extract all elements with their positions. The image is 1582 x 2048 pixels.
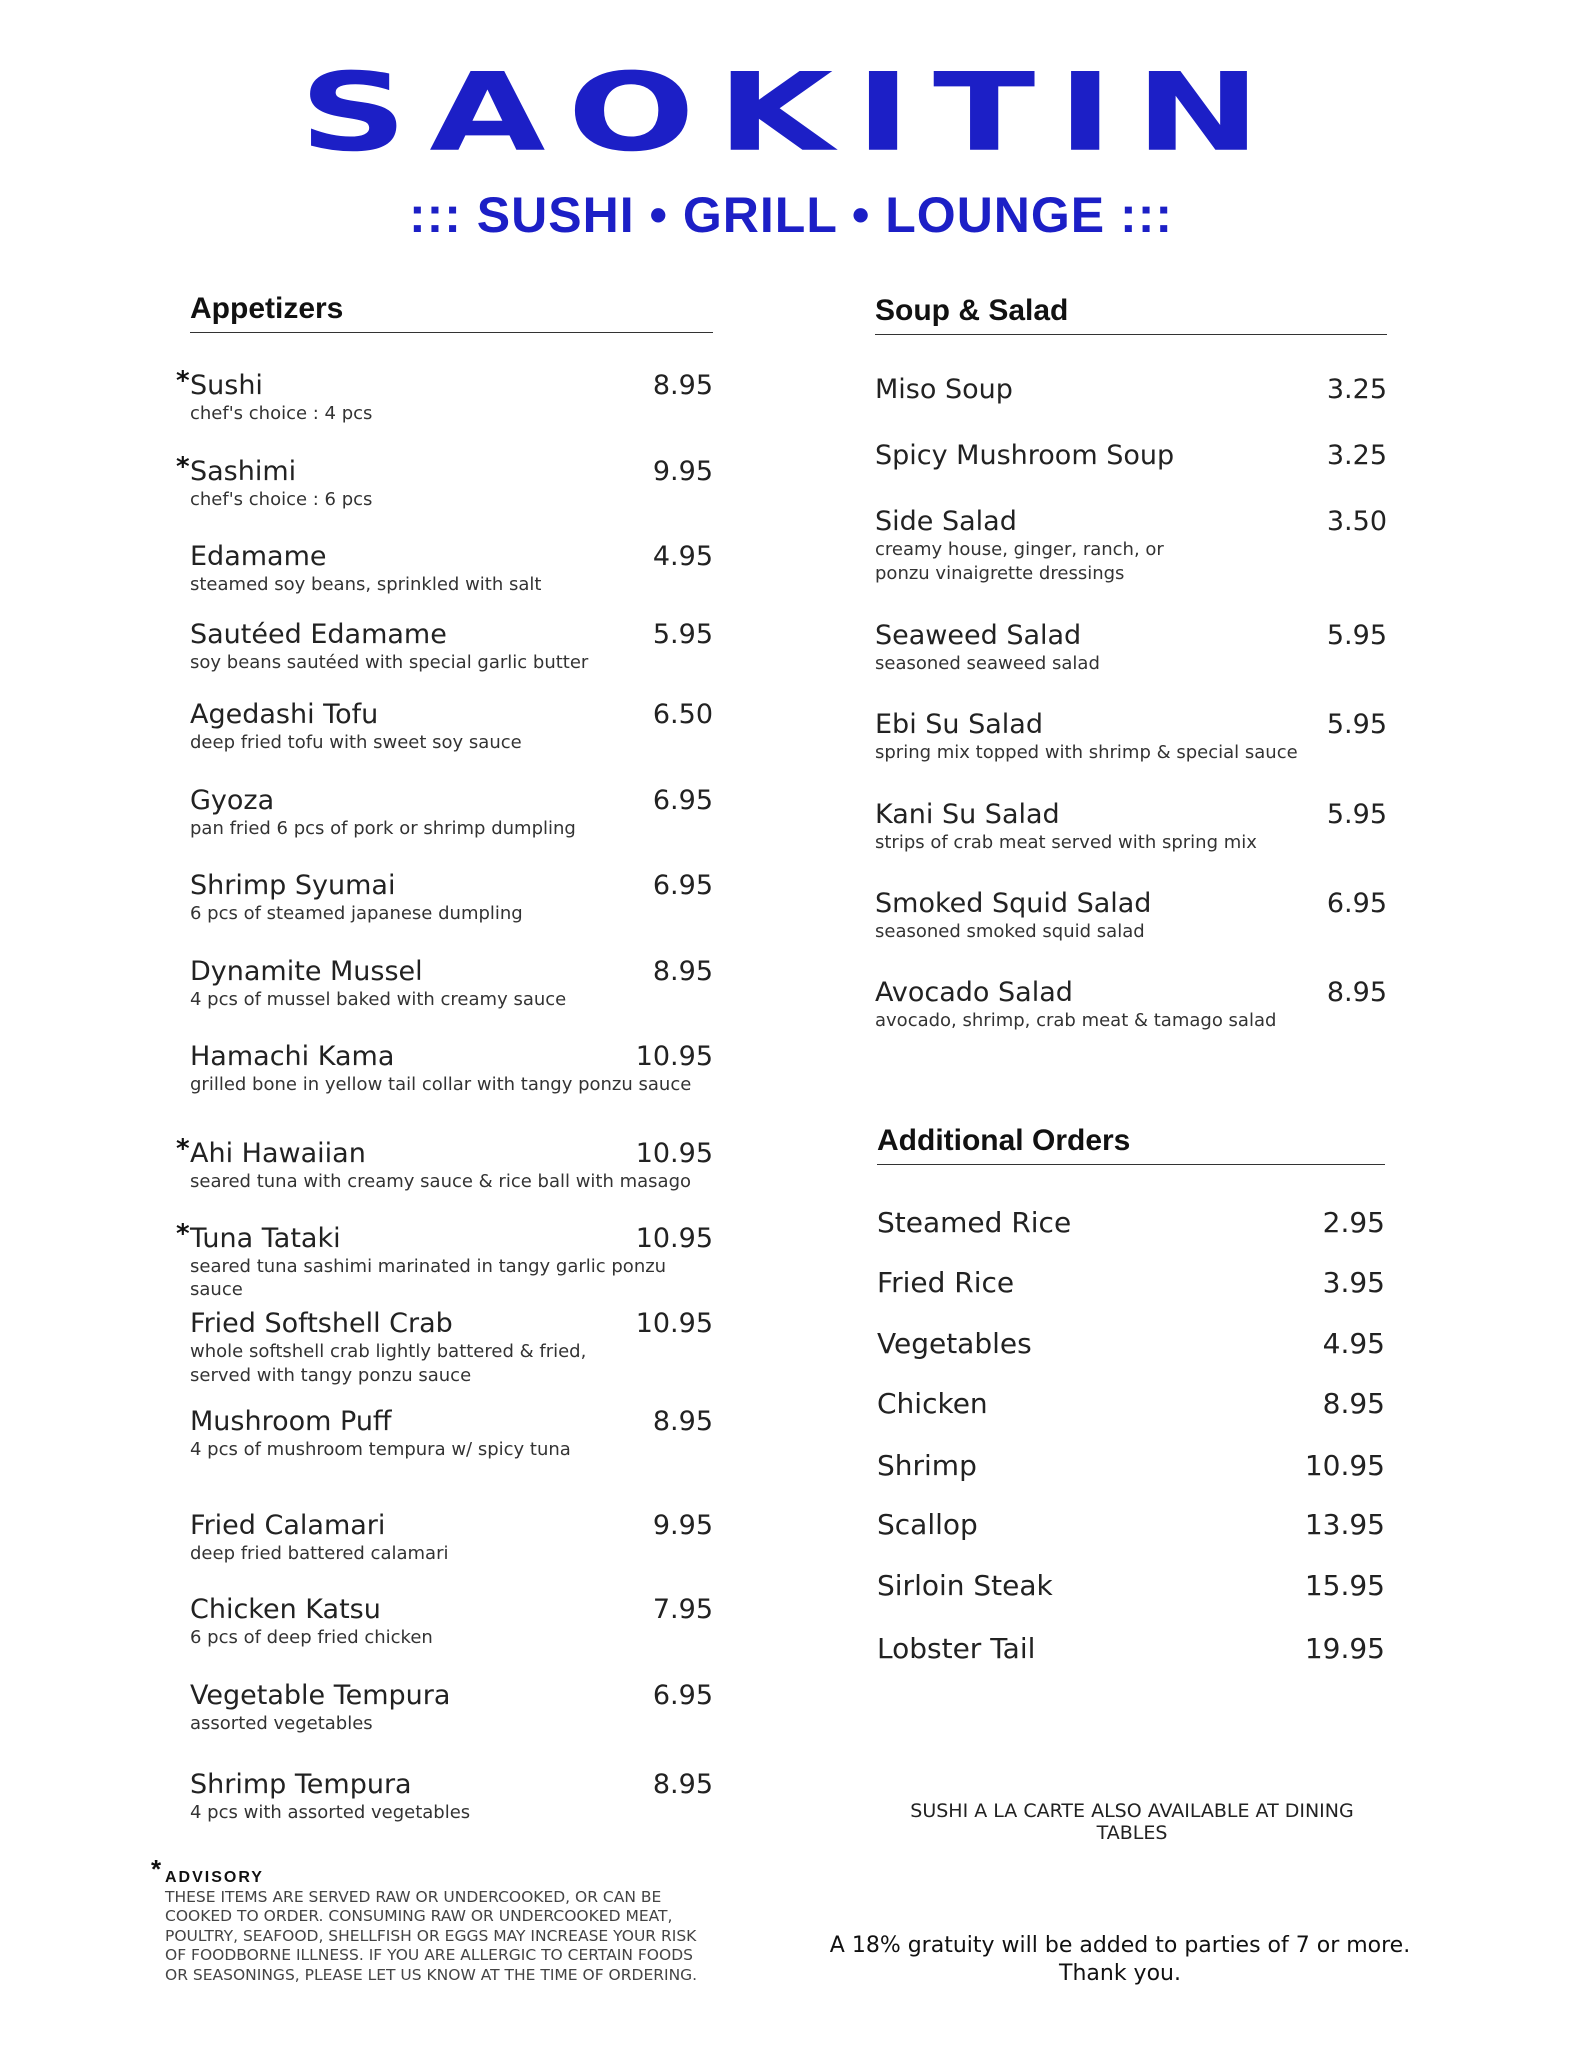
menu-item-name xyxy=(877,1569,1053,1602)
menu-item xyxy=(875,888,1387,943)
raw-item-asterisk: * xyxy=(176,1134,190,1164)
advisory-heading: ADVISORY xyxy=(165,1869,264,1886)
menu-item xyxy=(877,1508,1385,1541)
menu-item xyxy=(190,1510,713,1565)
menu-item-name-text: Fried Softshell Crab xyxy=(190,1308,453,1339)
menu-item-row xyxy=(877,1569,1385,1602)
menu-item-price: 8.95 xyxy=(652,956,713,987)
menu-item-row xyxy=(190,1769,713,1800)
soup-salad-title: Soup & Salad xyxy=(875,294,1387,335)
menu-item xyxy=(176,366,713,425)
menu-item-name-text: Tuna Tataki xyxy=(190,1223,341,1254)
advisory-line: COOKED TO ORDER. CONSUMING RAW OR UNDERCOOKED MEAT, xyxy=(165,1907,673,1925)
menu-item-row xyxy=(190,1594,713,1625)
menu-item-name-text: Sushi xyxy=(190,370,263,401)
menu-item-row xyxy=(875,977,1387,1008)
menu-item xyxy=(877,1206,1385,1239)
menu-item-price: 10.95 xyxy=(635,1041,713,1072)
logo-wordmark: SAOKITIN xyxy=(299,50,1283,176)
menu-item-description: 4 pcs of mussel baked with creamy sauce xyxy=(190,989,567,1010)
raw-item-asterisk: * xyxy=(176,1219,190,1249)
menu-item-row xyxy=(877,1206,1385,1239)
menu-item-name xyxy=(176,366,263,401)
menu-item-price: 15.95 xyxy=(1304,1569,1385,1602)
menu-item-price: 8.95 xyxy=(652,1769,713,1800)
menu-item-description: avocado, shrimp, crab meat & tamago salad xyxy=(875,1010,1277,1031)
menu-item-description: seared tuna with creamy sauce & rice ball with masago xyxy=(190,1171,692,1192)
menu-item-description: seared tuna sashimi marinated in tangy garlic ponzu sauce xyxy=(190,1256,667,1300)
menu-item-name xyxy=(877,1206,1071,1239)
thank-you: Thank you. xyxy=(1059,1961,1181,1986)
menu-item xyxy=(190,1041,713,1096)
menu-item-name xyxy=(190,1510,385,1541)
menu-item-row xyxy=(875,709,1387,740)
menu-item-name xyxy=(875,799,1060,830)
menu-item-description: seasoned seaweed salad xyxy=(875,653,1100,674)
raw-item-asterisk: * xyxy=(176,452,190,482)
menu-item xyxy=(190,619,713,674)
menu-item xyxy=(877,1449,1385,1482)
menu-item xyxy=(190,1406,713,1461)
menu-item-name-text: Miso Soup xyxy=(875,374,1013,405)
menu-item-description: creamy house, ginger, ranch, or xyxy=(875,539,1164,560)
menu-item-row xyxy=(176,1134,713,1169)
menu-item-name-text: Chicken Katsu xyxy=(190,1594,381,1625)
menu-item-name xyxy=(190,1041,394,1072)
menu-item-name xyxy=(877,1449,977,1482)
menu-item-description: 4 pcs of mushroom tempura w/ spicy tuna xyxy=(190,1439,571,1460)
menu-item xyxy=(875,374,1387,405)
menu-item-name-text: Chicken xyxy=(877,1387,988,1420)
menu-item-row xyxy=(875,440,1387,471)
menu-item-price: 6.95 xyxy=(652,1680,713,1711)
menu-item-name-text: Steamed Rice xyxy=(877,1206,1072,1239)
menu-item-row xyxy=(875,888,1387,919)
menu-item xyxy=(875,977,1387,1032)
menu-item-name xyxy=(176,1134,366,1169)
advisory-line: OF FOODBORNE ILLNESS. IF YOU ARE ALLERGIC TO CERTAIN FOODS xyxy=(165,1946,693,1964)
menu-item-name-text: Ebi Su Salad xyxy=(875,709,1043,740)
menu-item xyxy=(190,785,713,840)
menu-item-price: 7.95 xyxy=(652,1594,713,1625)
menu-item-name xyxy=(875,440,1174,471)
menu-item xyxy=(176,1219,713,1301)
menu-item-price: 10.95 xyxy=(635,1223,713,1254)
menu-item xyxy=(190,699,713,754)
menu-item-name-text: Kani Su Salad xyxy=(875,799,1060,830)
menu-item-name xyxy=(190,1594,381,1625)
menu-item-row xyxy=(190,1406,713,1437)
menu-item-name xyxy=(190,1680,450,1711)
menu-item-price: 5.95 xyxy=(1326,620,1387,651)
menu-item-price: 9.95 xyxy=(652,456,713,487)
menu-item-row xyxy=(875,506,1387,537)
menu-item-price: 3.25 xyxy=(1326,374,1387,405)
menu-item-name-text: Fried Rice xyxy=(877,1266,1015,1299)
menu-item-name xyxy=(877,1387,988,1420)
menu-item-name-text: Vegetable Tempura xyxy=(190,1680,451,1711)
menu-item-price: 10.95 xyxy=(1304,1449,1385,1482)
menu-item-row xyxy=(877,1632,1385,1665)
menu-item-row xyxy=(176,366,713,401)
menu-item-description: seasoned smoked squid salad xyxy=(875,921,1145,942)
advisory-title xyxy=(151,1854,725,1888)
menu-item-description: chef's choice : 4 pcs xyxy=(190,403,373,424)
appetizers-title: Appetizers xyxy=(190,292,713,333)
menu-item-name-text: Sashimi xyxy=(190,456,297,487)
menu-item-name xyxy=(190,785,274,816)
menu-item-name xyxy=(176,452,297,487)
menu-item xyxy=(190,870,713,925)
gratuity-line: A 18% gratuity will be added to parties of 7 or more. xyxy=(829,1933,1411,1958)
menu-item-row xyxy=(190,1680,713,1711)
menu-item xyxy=(877,1569,1385,1602)
menu-item-price: 10.95 xyxy=(635,1308,713,1339)
menu-item-price: 13.95 xyxy=(1304,1508,1385,1541)
menu-item-row xyxy=(190,541,713,572)
menu-item-name xyxy=(190,956,423,987)
menu-item-name xyxy=(190,541,327,572)
menu-item-price: 3.50 xyxy=(1326,506,1387,537)
menu-item-name xyxy=(875,374,1013,405)
menu-item-price: 4.95 xyxy=(1322,1327,1385,1360)
menu-item-price: 6.95 xyxy=(652,870,713,901)
additional-orders-section xyxy=(877,1124,1385,1684)
menu-item-row xyxy=(176,1219,713,1254)
raw-item-asterisk: * xyxy=(176,366,190,396)
menu-item-description: spring mix topped with shrimp & special sauce xyxy=(875,742,1298,763)
menu-item-name-text: Shrimp xyxy=(877,1449,977,1482)
menu-item-name xyxy=(877,1632,1035,1665)
menu-item xyxy=(877,1327,1385,1360)
menu-item-name xyxy=(190,1308,453,1339)
menu-item xyxy=(875,506,1387,585)
menu-item-row xyxy=(190,1041,713,1072)
menu-item-name xyxy=(190,619,447,650)
menu-item-description: 4 pcs with assorted vegetables xyxy=(190,1802,471,1823)
menu-item-price: 6.50 xyxy=(652,699,713,730)
menu-item xyxy=(875,440,1387,471)
soup-salad-section xyxy=(875,294,1387,1054)
menu-item-row xyxy=(190,870,713,901)
menu-item-row xyxy=(190,1308,713,1339)
menu-item-name-text: Agedashi Tofu xyxy=(190,699,379,730)
menu-item-description: steamed soy beans, sprinkled with salt xyxy=(190,574,542,595)
menu-item-row xyxy=(877,1266,1385,1299)
menu-item-description: whole softshell crab lightly battered & fried, xyxy=(190,1341,587,1362)
menu-item xyxy=(190,1308,713,1387)
menu-item-price: 8.95 xyxy=(652,370,713,401)
advisory-notice xyxy=(151,1854,725,1985)
menu-item-price: 5.95 xyxy=(1326,799,1387,830)
menu-item-row xyxy=(877,1327,1385,1360)
menu-item-name xyxy=(877,1266,1014,1299)
menu-item-price: 10.95 xyxy=(635,1138,713,1169)
menu-item-name xyxy=(875,620,1081,651)
menu-item xyxy=(190,541,713,596)
menu-item-price: 6.95 xyxy=(652,785,713,816)
tagline: ::: SUSHI • GRILL • LOUNGE ::: xyxy=(408,187,1174,243)
advisory-line: OR SEASONINGS, PLEASE LET US KNOW AT THE TIME OF ORDERING. xyxy=(165,1965,698,1984)
menu-item-price: 6.95 xyxy=(1326,888,1387,919)
menu-item xyxy=(190,1594,713,1649)
ala-carte-note: SUSHI A LA CARTE ALSO AVAILABLE AT DINING TABLES xyxy=(910,1800,1354,1844)
menu-item-name-text: Smoked Squid Salad xyxy=(875,888,1152,919)
menu-item-price: 2.95 xyxy=(1322,1206,1385,1239)
advisory-line: THESE ITEMS ARE SERVED RAW OR UNDERCOOKED, OR CAN BE xyxy=(165,1887,662,1906)
gratuity-note xyxy=(820,1932,1420,1988)
menu-item-row xyxy=(875,620,1387,651)
menu-item-row xyxy=(877,1387,1385,1420)
menu-item-description: strips of crab meat served with spring mix xyxy=(875,832,1257,853)
menu-item-name xyxy=(176,1219,341,1254)
restaurant-logo xyxy=(0,38,1582,188)
menu-item-name xyxy=(875,506,1017,537)
menu-item-description: deep fried tofu with sweet soy sauce xyxy=(190,732,522,753)
menu-item xyxy=(875,799,1387,854)
menu-item xyxy=(190,956,713,1011)
menu-item-row xyxy=(875,374,1387,405)
menu-item-name-text: Gyoza xyxy=(190,785,275,816)
menu-item-description: pan fried 6 pcs of pork or shrimp dumpling xyxy=(190,818,576,839)
menu-item-name xyxy=(190,1769,412,1800)
menu-item-name xyxy=(190,1406,392,1437)
menu-item-price: 9.95 xyxy=(652,1510,713,1541)
menu-item-price: 5.95 xyxy=(1326,709,1387,740)
appetizers-section xyxy=(176,292,713,1832)
menu-item-price: 19.95 xyxy=(1304,1632,1385,1665)
menu-item-name-text: Vegetables xyxy=(877,1327,1032,1360)
menu-item-description: soy beans sautéed with special garlic butter xyxy=(190,652,589,673)
menu-item-name xyxy=(877,1327,1032,1360)
menu-item-name xyxy=(875,977,1073,1008)
menu-item-name xyxy=(877,1508,978,1541)
menu-item-description: assorted vegetables xyxy=(190,1713,373,1734)
menu-item-description: served with tangy ponzu sauce xyxy=(190,1365,472,1386)
menu-item-name-text: Shrimp Tempura xyxy=(190,1769,412,1800)
menu-item-name-text: Mushroom Puff xyxy=(190,1406,392,1437)
menu-item-name-text: Shrimp Syumai xyxy=(190,870,396,901)
asterisk-marker: * xyxy=(151,1854,164,1884)
menu-item-name-text: Scallop xyxy=(877,1508,978,1541)
menu-item-price: 3.25 xyxy=(1326,440,1387,471)
menu-item xyxy=(875,620,1387,675)
menu-item-name xyxy=(875,888,1151,919)
menu-item-row xyxy=(190,785,713,816)
additional-orders-title: Additional Orders xyxy=(877,1124,1385,1165)
menu-item-description: grilled bone in yellow tail collar with tangy ponzu sauce xyxy=(190,1074,692,1095)
menu-item-name-text: Side Salad xyxy=(875,506,1017,537)
menu-item-name-text: Fried Calamari xyxy=(190,1510,386,1541)
menu-item-description: ponzu vinaigrette dressings xyxy=(875,563,1125,584)
menu-item xyxy=(190,1769,713,1824)
menu-item-price: 3.95 xyxy=(1322,1266,1385,1299)
menu-item-row xyxy=(875,799,1387,830)
menu-item xyxy=(875,709,1387,764)
menu-item-name-text: Sautéed Edamame xyxy=(190,619,447,650)
menu-item-row xyxy=(190,699,713,730)
menu-item-description: 6 pcs of deep fried chicken xyxy=(190,1627,433,1648)
menu-item-row xyxy=(190,1510,713,1541)
menu-item-row xyxy=(190,619,713,650)
menu-item-price: 8.95 xyxy=(1322,1387,1385,1420)
menu-item-row xyxy=(877,1508,1385,1541)
menu-item xyxy=(176,1134,713,1193)
menu-item xyxy=(877,1632,1385,1665)
menu-item-price: 8.95 xyxy=(652,1406,713,1437)
menu-item-description: deep fried battered calamari xyxy=(190,1543,449,1564)
menu-item xyxy=(877,1266,1385,1299)
menu-item-row xyxy=(877,1449,1385,1482)
menu-item-name-text: Hamachi Kama xyxy=(190,1041,395,1072)
menu-item-name xyxy=(190,870,395,901)
menu-item-name-text: Avocado Salad xyxy=(875,977,1073,1008)
menu-item-row xyxy=(190,956,713,987)
advisory-line: POULTRY, SEAFOOD, SHELLFISH OR EGGS MAY INCREASE YOUR RISK xyxy=(165,1926,697,1945)
menu-item-name-text: Sirloin Steak xyxy=(877,1569,1053,1602)
menu-item-name xyxy=(875,709,1043,740)
menu-item-name-text: Edamame xyxy=(190,541,327,572)
menu-item xyxy=(877,1387,1385,1420)
menu-item-row xyxy=(176,452,713,487)
menu-item-name-text: Ahi Hawaiian xyxy=(190,1138,366,1169)
menu-item-name-text: Dynamite Mussel xyxy=(190,956,423,987)
menu-item xyxy=(190,1680,713,1735)
menu-item-name-text: Lobster Tail xyxy=(877,1632,1036,1665)
menu-item-description: 6 pcs of steamed japanese dumpling xyxy=(190,903,523,924)
menu-item-name-text: Spicy Mushroom Soup xyxy=(875,440,1175,471)
menu-item-price: 5.95 xyxy=(652,619,713,650)
menu-item-price: 8.95 xyxy=(1326,977,1387,1008)
menu-item-name-text: Seaweed Salad xyxy=(875,620,1082,651)
menu-item-price: 4.95 xyxy=(652,541,713,572)
menu-item xyxy=(176,452,713,511)
menu-item-description: chef's choice : 6 pcs xyxy=(190,489,373,510)
menu-item-name xyxy=(190,699,378,730)
